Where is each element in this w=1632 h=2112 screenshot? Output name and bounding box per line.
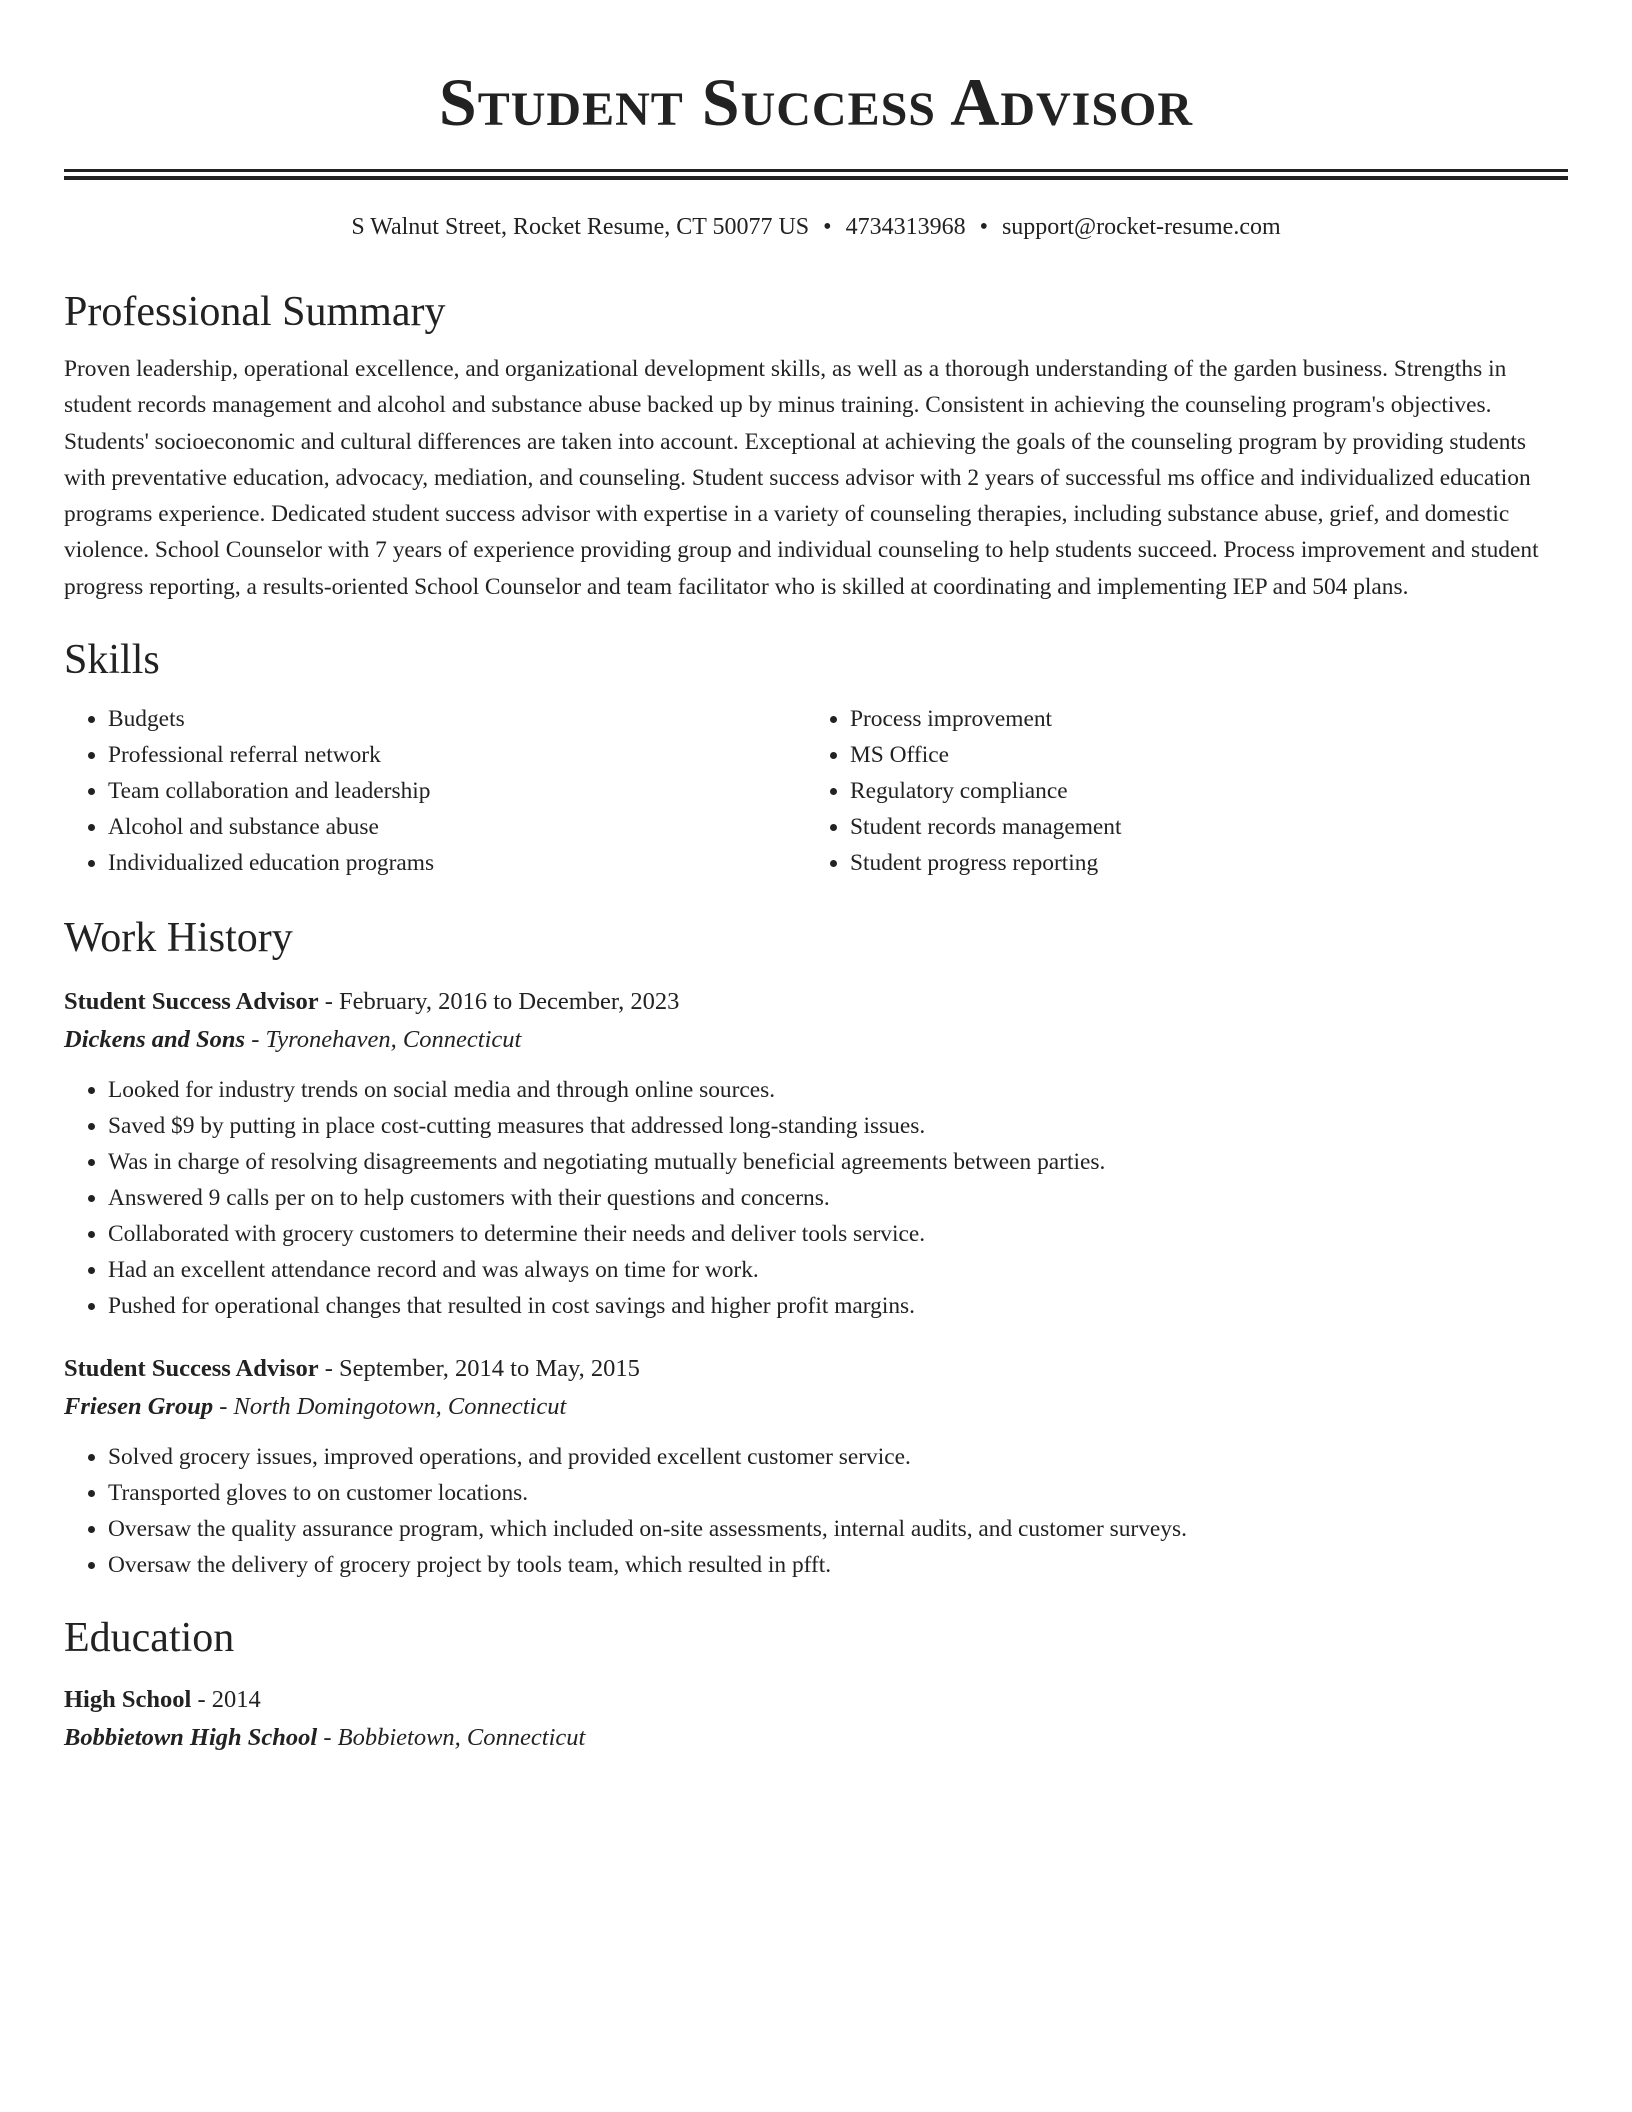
skill-item: • Team collaboration and leadership [108, 773, 806, 809]
skill-item: • Process improvement [850, 701, 1548, 737]
job-title: Student Success Advisor [64, 988, 319, 1016]
job-bullet: • Collaborated with grocery customers to determine their needs and deliver tools service. [108, 1216, 1568, 1252]
school-name: Bobbietown High School [64, 1724, 318, 1752]
section-title-work-history: Work History [64, 915, 293, 962]
contact-address: S Walnut Street, Rocket Resume, CT 50077 US [351, 214, 810, 240]
summary-section [64, 287, 1568, 605]
job-bullets [64, 1439, 1568, 1583]
job-bullet: • Oversaw the quality assurance program, which included on-site assessments, internal audits, and customer surveys. [108, 1511, 1568, 1547]
skills-column-right [806, 701, 1548, 881]
company-location: - Tyronehaven, Connecticut [245, 1026, 522, 1054]
company-name: Dickens and Sons [64, 1026, 246, 1054]
education-entry [64, 1681, 1568, 1757]
skill-item: • Professional referral network [108, 737, 806, 773]
header-divider [64, 169, 1568, 180]
contact-email: support@rocket-resume.com [1001, 214, 1281, 240]
section-title-skills: Skills [64, 637, 160, 684]
job-bullet: • Solved grocery issues, improved operations, and provided excellent customer service. [108, 1439, 1568, 1475]
skill-item: • MS Office [850, 737, 1548, 773]
job-title: Student Success Advisor [64, 1355, 319, 1383]
skill-item: • Student progress reporting [850, 845, 1548, 881]
skill-item: • Individualized education programs [108, 845, 806, 881]
skills-columns [64, 701, 1568, 881]
graduation-year: - 2014 [191, 1686, 261, 1714]
job-bullet: • Saved $9 by putting in place cost-cutting measures that addressed long-standing issues. [108, 1108, 1568, 1144]
skill-item: • Regulatory compliance [850, 773, 1548, 809]
education-section [64, 1613, 1568, 1757]
school-location: - Bobbietown, Connecticut [317, 1724, 586, 1752]
job-bullet: • Looked for industry trends on social media and through online sources. [108, 1072, 1568, 1108]
section-title-summary: Professional Summary [64, 289, 446, 335]
job-bullet: • Had an excellent attendance record and was always on time for work. [108, 1252, 1568, 1288]
job-title-line [64, 983, 1568, 1021]
resume-name: Student Success Advisor [438, 64, 1194, 140]
school-line [64, 1719, 1568, 1757]
company-name: Friesen Group [64, 1393, 214, 1421]
degree: High School [64, 1686, 192, 1714]
contact-separator: • [823, 214, 832, 240]
job-entry [64, 1350, 1568, 1583]
company-line [64, 1021, 1568, 1059]
resume-page [64, 0, 1568, 1757]
job-bullet: • Was in charge of resolving disagreements and negotiating mutually beneficial agreements between parties. [108, 1144, 1568, 1180]
job-bullet: • Transported gloves to on customer locations. [108, 1475, 1568, 1511]
job-entry [64, 983, 1568, 1324]
contact-line [64, 211, 1568, 243]
job-dates: - September, 2014 to May, 2015 [318, 1355, 640, 1383]
job-dates: - February, 2016 to December, 2023 [318, 988, 680, 1016]
skill-item: • Budgets [108, 701, 806, 737]
skills-section [64, 635, 1568, 881]
skill-item: • Alcohol and substance abuse [108, 809, 806, 845]
company-location: - North Domingotown, Connecticut [213, 1393, 567, 1421]
job-title-line [64, 1350, 1568, 1388]
section-title-education: Education [64, 1615, 235, 1662]
skills-column-left [64, 701, 806, 881]
job-bullet: • Answered 9 calls per on to help customers with their questions and concerns. [108, 1180, 1568, 1216]
degree-line [64, 1681, 1568, 1719]
summary-text: Proven leadership, operational excellence, and organizational development skills, as well as a thorough understanding of the garden business. Strengths in student records management and alcohol and substance abuse backed up by minus training. Consistent in achieving the counseling program's objectives. Students' socioeconomic and cultural differences are taken into account. Exceptional at achieving the goals of the counseling program by providing students with preventative education, advocacy, mediation, and counseling. Student success advisor with 2 years of successful ms office and individualized education programs experience. Dedicated student success advisor with expertise in a variety of counseling therapies, including substance abuse, grief, and domestic violence. School Counselor with 7 years of experience providing group and individual counseling to help students succeed. Process improvement and student progress reporting, a results-oriented School Counselor and team facilitator who is skilled at coordinating and implementing IEP and 504 plans. [64, 356, 1539, 600]
company-line [64, 1388, 1568, 1426]
contact-separator: • [979, 214, 988, 240]
skill-item: • Student records management [850, 809, 1548, 845]
work-history-section [64, 913, 1568, 1583]
job-bullets [64, 1072, 1568, 1324]
job-bullet: • Pushed for operational changes that resulted in cost savings and higher profit margins. [108, 1288, 1568, 1324]
job-bullet: • Oversaw the delivery of grocery project by tools team, which resulted in pfft. [108, 1547, 1568, 1583]
contact-phone: 4734313968 [845, 214, 966, 240]
